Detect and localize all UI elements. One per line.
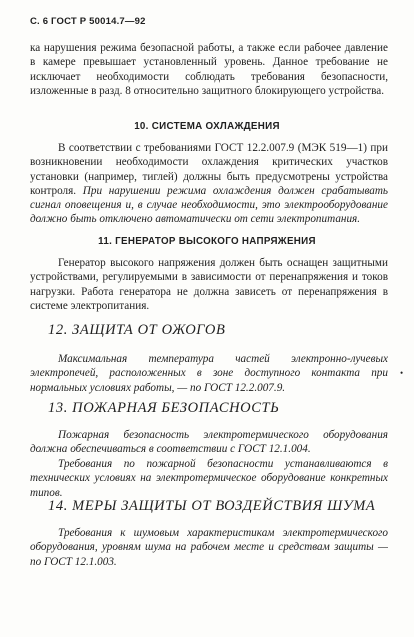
section-13-paragraph-2: Требования по пожарной безопасности устанавливаются в технических условиях на электротермическое оборудование конкретных типов. [30, 458, 388, 499]
section-13-paragraph-1: Пожарная безопасность электротермического оборудования должна обеспечиваться в соответствии с ГОСТ 12.1.004. [30, 429, 388, 456]
section-10-text [30, 141, 388, 227]
intro-paragraph: ка нарушения режима безопасной работы, а также если рабочее давление в камере превышает установленный уровень. Данное требование не исключает необходимости соблюдать требования безопасности, изложенные в разд. 8 относительно защитного блокирующего устройства. [30, 42, 388, 97]
section-10-text-regular: В соответствии с требованиями ГОСТ 12.2.007.9 (МЭК 519—1) при возникновении необходимости охлаждения критических участков установки (например, тиглей) должны быть предусмотрены устройства контроля. [30, 142, 388, 197]
section-12-title: 12. ЗАЩИТА ОТ ОЖОГОВ [48, 322, 226, 338]
section-14-title: 14. МЕРЫ ЗАЩИТЫ ОТ ВОЗДЕЙСТВИЯ ШУМА [48, 498, 376, 514]
section-10-title: 10. СИСТЕМА ОХЛАЖДЕНИЯ [134, 121, 280, 132]
section-11-title: 11. ГЕНЕРАТОР ВЫСОКОГО НАПРЯЖЕНИЯ [98, 236, 316, 247]
section-14-text: Требования к шумовым характеристикам электротермического оборудования, уровням шума на рабочем месте и средствам защиты — по ГОСТ 12.1.003. [30, 527, 388, 568]
page-header: С. 6 ГОСТ Р 50014.7—92 [30, 16, 146, 27]
margin-mark: • [400, 368, 404, 378]
section-10-text-italic: При нарушении режима охлаждения должен срабатывать сигнал оповещения и, в случае необходимости, это электрооборудование должно быть отключено автоматически от сети электропитания. [30, 184, 388, 226]
section-13-title: 13. ПОЖАРНАЯ БЕЗОПАСНОСТЬ [48, 400, 280, 416]
section-12-text: Максимальная температура частей электронно-лучевых электропечей, расположенных в зоне доступного контакта при нормальных условиях работы, — по ГОСТ 12.2.007.9. [30, 353, 388, 394]
section-11-text: Генератор высокого напряжения должен быть оснащен защитными устройствами, регулируемыми в зависимости от перенапряжения и токов нагрузки. Работа генератора не должна зависеть от перенапряжения в системе электропитания. [30, 257, 388, 312]
